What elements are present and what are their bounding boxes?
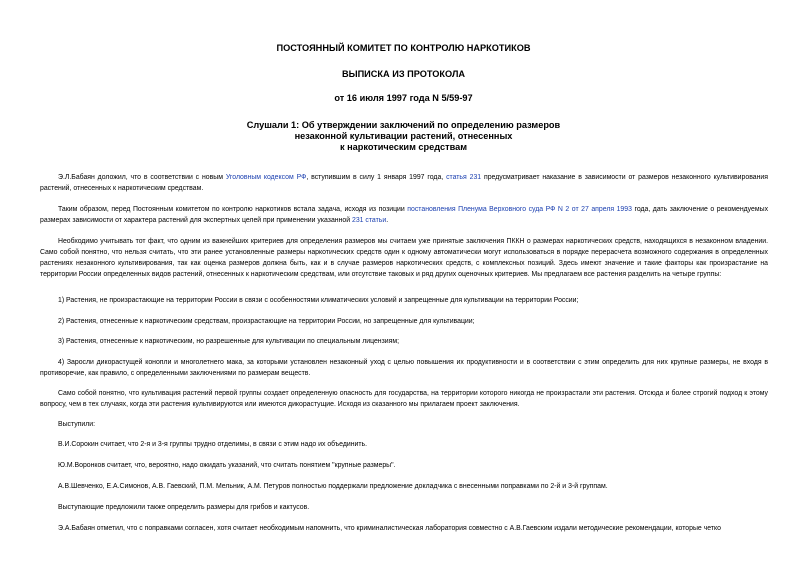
protocol-date: от 16 июля 1997 года N 5/59-97 xyxy=(334,93,473,103)
committee-heading: ПОСТОЯННЫЙ КОМИТЕТ ПО КОНТРОЛЮ НАРКОТИКОВ xyxy=(276,43,531,53)
plenum-resolution-link[interactable]: постановления Пленума Верховного суда РФ N 2 от 27 апреля 1993 xyxy=(407,206,632,213)
text-segment: . xyxy=(386,217,389,224)
speaker-voronkov: Ю.М.Воронков считает, что, вероятно, надо ожидать указаний, что считать понятием "крупные размеры". xyxy=(58,462,396,469)
group-item-4: 4) Заросли дикорастущей конопли и многолетнего мака, за которыми установлен незаконный уход с целью повышения их продуктивности и в соответствии с этим определить для них крупные размеры, не входя в противоречие, как правило, с определенными заключениями по размерам веществ. xyxy=(40,359,768,377)
criminal-code-link[interactable]: Уголовным кодексом РФ xyxy=(225,174,307,181)
agenda-title-line: Слушали 1: Об утверждении заключений по определению размеров xyxy=(246,120,561,130)
paragraph-criteria: Необходимо учитывать тот факт, что одним из важнейших критериев для определения размеров мы считаем уже принятые заключения ПККН о размерах наркотических средств, находящихся в незаконном владении. Само собой понятно, что нельзя считать, что эти ранее установленные размеры наркотических средств один к одному автоматически могут использоваться в порядке перерасчета возможного содержания в определенных растениях незаконного культивирования, так как оценка размеров должна быть, как и в случае размеров наркотических средств, с комплексных позиций. Здесь имеют значение и такие факторы как произрастание на территории России определенных видов растений, отнесенных к наркотическим средствам, или отсутствие таковых и ряд других оценочных критериев. Мы предлагаем все растения разделить на четыре группы: xyxy=(40,238,768,278)
article-231-link[interactable]: 231 статьи xyxy=(351,217,387,224)
agenda-title-line: к наркотическим средствам xyxy=(339,142,468,152)
paragraph-task xyxy=(40,204,768,226)
group-item-3: 3) Растения, отнесенные к наркотическим, но разрешенные для культивации по специальным лицензиям; xyxy=(58,338,400,345)
speaker-sorokin: В.И.Сорокин считает, что 2-я и 3-я группы трудно отделимы, в связи с этим надо их объединить. xyxy=(58,441,368,448)
text-segment: предусматривает наказание в зависимости от размеров незаконного культивирования растений, отнесенных к наркотическим средствам. xyxy=(40,174,769,192)
agenda-title xyxy=(0,120,807,153)
paragraph-conclusion: Само собой понятно, что культивация растений первой группы создает определенную опасность для государства, на территории которого никогда не произрастали эти растения. Отсюда и более строгий подход к этому вопросу, чем в тех случаях, когда эти растения культивируются или имеются дикорастущие. Исходя из сказанного мы прилагаем проект заключения. xyxy=(40,390,768,408)
speakers-proposal: Выступающие предложили также определить размеры для грибов и кактусов. xyxy=(58,504,310,511)
group-item-1: 1) Растения, не произрастающие на территории России в связи с особенностями климатических условий и запрещенные для культивации на территории России; xyxy=(58,297,579,304)
article-231-link[interactable]: статья 231 xyxy=(446,174,482,181)
speakers-heading: Выступили: xyxy=(58,421,96,428)
extract-heading: ВЫПИСКА ИЗ ПРОТОКОЛА xyxy=(341,69,466,79)
speakers-support: А.В.Шевченко, Е.А.Симонов, А.В. Гаевский, П.М. Мельник, А.М. Петуров полностью поддержали предложение докладчика с внесенными поправками по 2-й и 3-й группам. xyxy=(58,483,608,490)
agenda-title-line: незаконной культивации растений, отнесенных xyxy=(294,131,513,141)
group-item-2: 2) Растения, отнесенные к наркотическим средствам, произрастающие на территории России, но запрещенные для культивации; xyxy=(58,318,475,325)
text-segment: , вступившим в силу 1 января 1997 года, xyxy=(306,174,447,181)
speaker-babayan: Э.А.Бабаян отметил, что с поправками согласен, хотя считает необходимым напомнить, что криминалистическая лаборатория совместно с А.В.Гаевским издали методические рекомендации, которые четко xyxy=(58,525,721,532)
text-segment: Э.Л.Бабаян доложил, что в соответствии с новым xyxy=(58,174,226,181)
text-segment: года, дать заключение о рекомендуемых размерах зависимости от характера растений для экспертных целей при применении указанной xyxy=(40,206,769,224)
paragraph-report xyxy=(40,172,768,194)
text-segment: Таким образом, перед Постоянным комитетом по контролю наркотиков встала задача, исходя из позиции xyxy=(58,206,408,213)
